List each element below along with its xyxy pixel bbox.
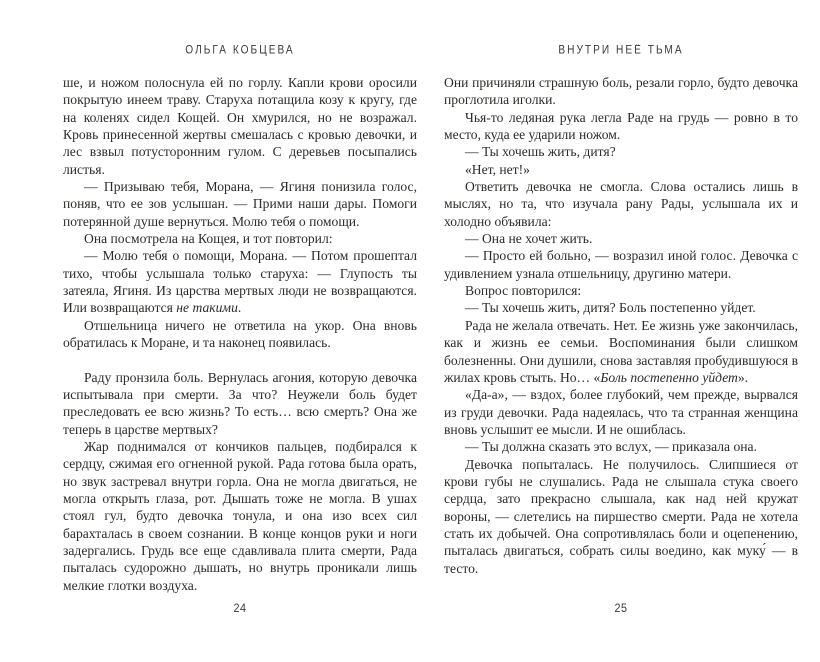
paragraph [444,317,798,386]
paragraph [444,143,798,160]
body-text: — Ты должна сказать это вслух, — приказала она. [465,439,757,455]
paragraph [63,369,417,438]
paragraph [444,230,798,247]
italic-text: Боль постепенно уйдет [600,369,738,385]
paragraph [444,438,798,455]
page-number-right: 25 [614,601,628,615]
page-body-right [444,74,798,577]
paragraph [444,282,798,299]
body-text: Отшельница ничего не ответила на укор. Она вновь обратилась к Моране, и та наконец появилась. [63,317,417,351]
body-text: Чья-то ледяная рука легла Раде на грудь — ровно в то место, куда ее ударили ножом. [444,109,798,143]
paragraph [63,438,417,594]
body-text: Раду пронзила боль. Вернулась агония, которую девочка испытывала при смерти. За что? Неужели боль будет преследовать ее всю жизнь? То есть… всю смерть? Она же теперь в царстве мертвых? [63,369,417,437]
running-header-author: ОЛЬГА КОБЦЕВА [185,44,295,57]
page-body-left [63,74,417,594]
paragraph [444,74,798,109]
body-text: — Ты хочешь жить, дитя? [465,144,616,160]
body-text: — Ты хочешь жить, дитя? Боль постепенно уйдет. [465,300,756,316]
body-text: «Нет, нет!» [465,161,530,177]
paragraph [444,109,798,144]
paragraph [444,456,798,577]
paragraph [63,317,417,352]
paragraph [63,230,417,247]
body-text: Жар поднимался от кончиков пальцев, подбирался к сердцу, сжимая его огненной рукой. Рада готова была орать, но звук застревал внутри горла. Она не могла двигаться, не могла открыть глаза, рот. Дышать тоже не могла. В ушах стоял гул, будто девочка тонула, и она изо всех сил барахталась в своем сознании. В конце концов руки и ноги задергались. Грудь все еще сдавливала плита смерти, Рада пыталась судорожно дышать, но внутрь проникали лишь мелкие глотки воздуха. [63,438,417,593]
body-text: . [237,300,242,316]
body-text: Рада не желала отвечать. Нет. Ее жизнь уже закончилась, как и жизнь ее семьи. Воспоминания были слишком болезненны. Они душили, снова заставляя пробудившуюся в жилах кровь стыть. Но… « [444,317,798,385]
body-text: — Она не хочет жить. [465,231,593,247]
paragraph [63,247,417,316]
body-text: — Молю тебя о помощи, Морана. — Потом прошептал тихо, чтобы услышала только старуха: — Глупость ты затеяла, Ягиня. Из царства мертвых люди не возвращаются. Или возвращаются [63,248,417,316]
body-text: ». [737,369,749,385]
body-text: Она посмотрела на Кощея, и тот повторил: [84,231,333,247]
body-text: Девочка попыталась. Не получилось. Слипшиеся от крови губы не слушались. Рада не слышала стука своего сердца, зато прекрасно слышала, как над ней кружат вороны, — слетелись на пиршество смерти. Рада не хотела стать их добычей. Она сопротивлялась боли и оцепенению, пыталась двигаться, собрать силы воедино, как муку́ — в тесто. [444,456,798,576]
paragraph [63,178,417,230]
page-number-left: 24 [233,601,247,615]
body-text: «Да-а», — вздох, более глубокий, чем прежде, вырвался из груди девочки. Рада надеялась, что та странная женщина вновь услышит ее мысли. И не ошиблась. [444,387,798,437]
paragraph [444,178,798,230]
body-text: Вопрос повторился: [465,283,582,299]
running-header-title: ВНУТРИ НЕЁ ТЬМА [558,44,684,57]
body-text: — Просто ей больно, — возразил иной голос. Девочка с удивлением узнала отшельницу, другиню матери. [444,248,798,281]
italic-text: не такими [176,300,238,316]
body-text: Ответить девочка не смогла. Слова остались лишь в мыслях, но та, что изучала рану Рады, услышала их и холодно объявила: [444,179,798,229]
paragraph [444,299,798,316]
page-left [63,0,417,662]
page-right [444,0,798,662]
paragraph [444,386,798,438]
paragraph [444,161,798,178]
body-text: Они причиняли страшную боль, резали горло, будто девочка проглотила иголки. [444,75,798,108]
body-text: — Призываю тебя, Морана, — Ягиня понизила голос, поняв, что ее зов услышан. — Прими наши дары. Помоги потерянной душе вернуться. Молю тебя о помощи. [63,179,417,229]
paragraph [444,247,798,282]
paragraph [63,74,417,178]
body-text: ше, и ножом полоснула ей по горлу. Капли крови оросили покрытую инеем траву. Старуха потащила козу к кругу, где на коленях сидел Кощей. Он хмурился, но не возражал. Кровь принесенной жертвы смешалась с кровью девочки, и лес взвыл потусторонним гулом. С деревьев посыпались листья. [63,75,417,177]
